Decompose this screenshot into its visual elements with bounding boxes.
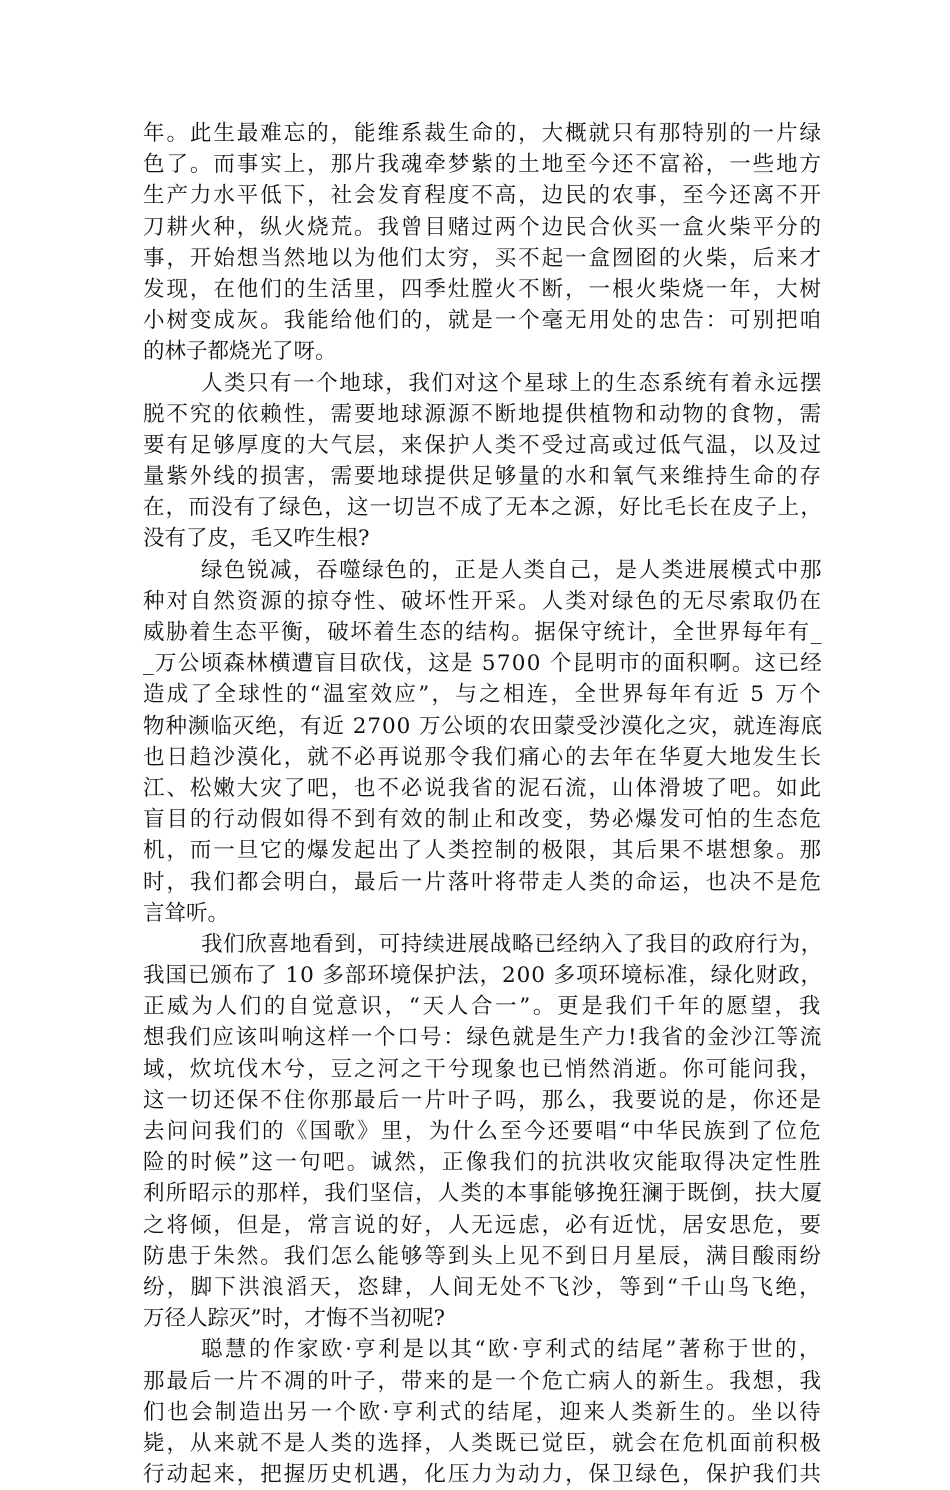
text-line: 我们欣喜地看到，可持续进展战略已经纳入了我目的政府行为， [201,931,823,957]
text-line: 江、松嫩大灾了吧，也不必说我省的泥石流，山体滑坡了吧。如此 [143,775,823,801]
text-line: 盲目的行动假如得不到有效的制止和改变，势必爆发可怕的生态危 [143,807,823,833]
text-line: 造成了全球性的“温室效应”，与之相连，全世界每年有近 5 万个 [143,682,823,708]
text-line: 正威为人们的自觉意识，“天人合一”。更是我们千年的愿望，我 [143,994,823,1020]
text-line: 事，开始想当然地以为他们太穷，买不起一盒囫囵的火柴，后来才 [143,245,823,271]
text-line: 去问问我们的《国歌》里，为什么至今还要唱“中华民族到了位危 [143,1119,823,1144]
text-line: 小树变成灰。我能给他们的，就是一个毫无用处的忠告：可别把咱 [143,308,823,334]
text-line: 险的时候”这一句吧。诚然，正像我们的抗洪收灾能取得决定性胜 [143,1150,823,1176]
text-line: 时，我们都会明白，最后一片落叶将带走人类的命运，也决不是危 [143,869,823,895]
text-line: 言耸听。 [143,900,230,926]
text-line: 防患于朱然。我们怎么能够等到头上见不到日月星辰，满目酸雨纷 [143,1243,823,1269]
text-line: 量紫外线的损害，需要地球提供足够量的水和氧气来维持生命的存 [143,464,823,490]
text-line: 这一切还保不住你那最后一片叶子吗，那么，我要说的是，你还是 [143,1087,823,1113]
text-line: 我国已颁布了 10 多部环境保护法，200 多项环境标准，绿化财政， [143,963,823,989]
text-line: 年。此生最难忘的，能维系裁生命的，大概就只有那特别的一片绿 [143,121,823,146]
text-line: 纷，脚下洪浪滔天，恣肆，人间无处不飞沙，等到“千山鸟飞绝， [143,1274,823,1300]
text-line: 刀耕火种，纵火烧荒。我曾目赌过两个边民合伙买一盒火柴平分的 [143,214,823,240]
text-line: 色了。而事实上，那片我魂牵梦紫的土地至今还不富裕，一些地方 [143,152,823,178]
text-line: 想我们应该叫响这样一个口号：绿色就是生产力!我省的金沙江等流 [143,1025,823,1051]
text-line: 在，而没有了绿色，这一切岂不成了无本之源，好比毛长在皮子上， [143,495,823,521]
text-line: 机，而一旦它的爆发起出了人类控制的极限，其后果不堪想象。那 [143,838,823,864]
text-line: 生产力水平低下，社会发育程度不高，边民的农事，至今还离不开 [143,183,823,209]
text-line: 物种濒临灭绝，有近 2700 万公顷的农田蒙受沙漠化之灾，就连海底 [143,713,824,739]
text-line: 的林子都烧光了呀。 [143,339,337,365]
text-line: 利所昭示的那样，我们坚信，人类的本事能够挽狂澜于既倒，扶大厦 [143,1181,823,1207]
text-line: 威胁着生态平衡，破坏着生态的结构。据保守统计，全世界每年有_ [143,620,823,645]
text-line: 没有了皮，毛又咋生根? [143,526,370,552]
text-line: 万径人踪灭”时，才悔不当初呢? [143,1306,446,1332]
text-line: 绿色锐减，吞噬绿色的，正是人类自己，是人类进展模式中那 [201,557,823,583]
text-line: 也日趋沙漠化，就不必再说那令我们痛心的去年在华夏大地发生长 [143,744,823,770]
text-line: 之将倾，但是，常言说的好，人无远虑，必有近忧，居安思危，要 [143,1212,823,1238]
text-line: 域，炊坑伐木兮，豆之河之干兮现象也已悄然消逝。你可能问我， [143,1056,823,1082]
text-line: 发现，在他们的生活里，四季灶膛火不断，一根火柴烧一年，大树 [143,276,823,302]
body-text [143,118,823,1490]
text-line: 人类只有一个地球，我们对这个星球上的生态系统有着永远摆 [201,370,823,396]
text-line: 要有足够厚度的大气层，来保护人类不受过高或过低气温，以及过 [143,432,823,458]
text-line: _万公顷森林横遭盲目砍伐，这是 5700 个昆明市的面积啊。这已经 [143,651,823,677]
text-line: 毙，从来就不是人类的选择，人类既已觉臣，就会在危机面前积极 [143,1430,823,1456]
text-line: 们也会制造出另一个欧·亨利式的结尾，迎来人类新生的。坐以待 [143,1399,824,1425]
text-line: 那最后一片不凋的叶子，带来的是一个危亡病人的新生。我想，我 [143,1368,823,1394]
text-line: 聪慧的作家欧·亨利是以其“欧·亨利式的结尾”著称于世的， [201,1337,823,1363]
text-line: 脱不究的依赖性，需要地球源源不断地提供植物和动物的食物，需 [143,401,823,427]
text-line: 行动起来，把握历史机遇，化压力为动力，保卫绿色，保护我们共 [143,1462,823,1488]
text-line: 种对自然资源的掠夺性、破坏性开采。人类对绿色的无尽索取仍在 [143,588,823,614]
